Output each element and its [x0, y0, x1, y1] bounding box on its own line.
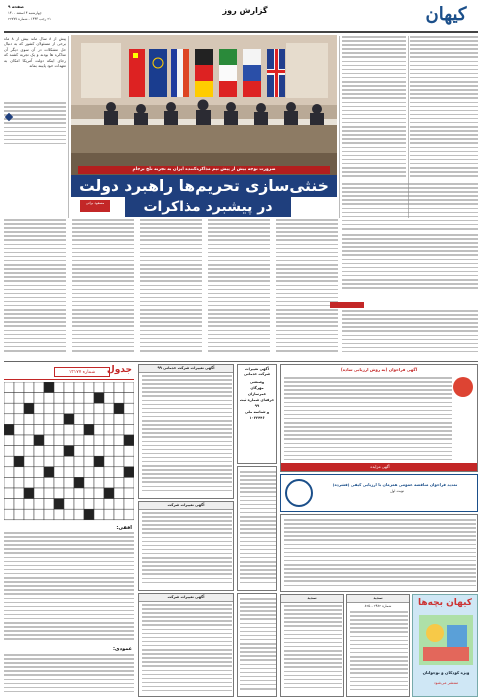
crossword-cell [44, 393, 54, 404]
crossword-cell [84, 435, 94, 446]
ad-tender-footer: آگهی مزایده [281, 463, 478, 471]
ad-renewal [280, 474, 478, 512]
crossword-cell [104, 403, 114, 414]
crossword-cell [74, 446, 84, 457]
crossword-cell [114, 509, 124, 520]
crossword-cell [34, 509, 44, 520]
crossword-cell [94, 467, 104, 478]
crossword-cell [14, 414, 24, 425]
ad-side-line-2: مهرگان [250, 386, 264, 390]
ad-table-body [284, 519, 476, 591]
crossword-cell [94, 477, 104, 488]
mid-col-b [72, 219, 134, 359]
crossword-cell [54, 424, 64, 435]
ad-tender-body [284, 377, 452, 469]
crossword-cell [124, 456, 134, 467]
crossword-cell [114, 456, 124, 467]
ad-lower-mid [346, 594, 410, 697]
ad-side-2-body [240, 471, 276, 589]
crossword-cell [24, 467, 34, 478]
crossword-cell [104, 488, 114, 499]
crossword-cell [14, 382, 24, 393]
byline-badge: مسعود براتی [80, 200, 110, 212]
crossword-cell [14, 446, 24, 457]
col-rule-2 [339, 36, 340, 218]
crossword-cell [114, 499, 124, 510]
mid-col-g [342, 310, 478, 356]
crossword-cell [64, 499, 74, 510]
crossword-cell [24, 382, 34, 393]
ad-tender-logo-icon [453, 377, 473, 397]
crossword-cell [114, 488, 124, 499]
crossword-cell [84, 499, 94, 510]
crossword-cell [84, 414, 94, 425]
crossword-cell [24, 456, 34, 467]
crossword-cell [4, 467, 14, 478]
ad-side-line-3: عمرسازان [247, 392, 267, 396]
crossword-cell [64, 446, 74, 457]
ad-renewal-logo-icon [285, 479, 313, 507]
ad-lower-left-title: تمدید [281, 595, 343, 603]
crossword-cell [114, 414, 124, 425]
ad-side-line-4: حرفه‌ای شماره ثبت ۹۹ [239, 398, 275, 408]
mid-col-e [276, 219, 338, 359]
lead-headline-line1: خنثی‌سازی تحریم‌ها راهبرد دولت [71, 175, 337, 197]
crossword-cell [74, 477, 84, 488]
ad-tender [280, 364, 478, 472]
ad-side-title: آگهی تغییرات شرکت خدماتی [243, 367, 271, 376]
crossword-cell [4, 435, 14, 446]
crossword-cell [44, 488, 54, 499]
crossword-cell [24, 435, 34, 446]
crossword-cell [114, 382, 124, 393]
crossword-cell [44, 435, 54, 446]
ad-lower-left-body [284, 605, 342, 695]
crossword-cell [124, 414, 134, 425]
ad-notice-1-title: آگهی تغییرات شرکت خدماتی ۹۹ [139, 365, 233, 373]
crossword-cell [74, 435, 84, 446]
promo-illustration [419, 615, 473, 665]
ad-notice-1 [138, 364, 234, 499]
crossword-cell [54, 382, 64, 393]
crossword-cell [44, 424, 54, 435]
crossword-cell [84, 467, 94, 478]
section-title: گزارش روز [222, 6, 268, 15]
crossword-cell [64, 467, 74, 478]
crossword-cell [104, 509, 114, 520]
crossword-cell [84, 446, 94, 457]
crossword-cell [44, 382, 54, 393]
crossword-cell [124, 467, 134, 478]
ad-lower-left [280, 594, 344, 697]
crossword-cell [124, 424, 134, 435]
section-divider [4, 361, 478, 362]
crossword-cell [54, 488, 64, 499]
masthead-divider [4, 31, 478, 33]
ad-side-3-body [240, 598, 276, 696]
crossword-cell [64, 424, 74, 435]
crossword-cell [64, 393, 74, 404]
crossword-cell [54, 414, 64, 425]
logo-text: کیهان [425, 4, 467, 25]
ad-lower-mid-title: تمدید [347, 595, 409, 603]
crossword-cell [94, 393, 104, 404]
crossword-cell [124, 509, 134, 520]
crossword-cell [74, 488, 84, 499]
crossword-cell [14, 488, 24, 499]
crossword-cell [4, 446, 14, 457]
crossword-cell [84, 456, 94, 467]
crossword-cell [24, 499, 34, 510]
promo-caption: منتشر می‌شود [433, 680, 459, 685]
crossword-cell [94, 488, 104, 499]
crossword-cell [54, 499, 64, 510]
crossword-cell [104, 499, 114, 510]
crossword-cell [34, 414, 44, 425]
crossword-cell [34, 393, 44, 404]
crossword-cell [14, 403, 24, 414]
crossword-cell [94, 435, 104, 446]
crossword-cell [124, 477, 134, 488]
ad-notice-1-body [142, 375, 232, 497]
crossword-cell [54, 456, 64, 467]
crossword-cell [4, 499, 14, 510]
ad-notice-2-body [142, 512, 232, 590]
ad-notice-3-body [142, 604, 232, 696]
crossword-cell [104, 414, 114, 425]
crossword-cell [54, 446, 64, 457]
mid-col-d [208, 219, 270, 359]
crossword-cell [64, 435, 74, 446]
crossword-cell [104, 382, 114, 393]
crossword-cell [24, 446, 34, 457]
crossword-cell [64, 477, 74, 488]
crossword-cell [64, 403, 74, 414]
promo-subtitle: ویژه کودکان و نوجوانان [422, 670, 470, 675]
left-intro-text: پیش از ۸ سال ماند بیش از ۸ ماه برخی از مسئولان کشور که به دنبال حل مشکلات در آن سوی دیگر آن مذاکره ها بودند و یک تجربه کشند که رجای اینکه دولت آمریکا امکان به تعهدات خود پایبند بماند [4, 36, 66, 69]
crossword-cell [74, 467, 84, 478]
crossword-cell [14, 435, 24, 446]
crossword-cell [104, 435, 114, 446]
crossword-cell [54, 467, 64, 478]
ad-renewal-subtitle: نوبت اول [390, 489, 404, 493]
crossword-cell [84, 403, 94, 414]
crossword-cell [74, 499, 84, 510]
ad-side-3 [237, 593, 277, 697]
crossword-cell [4, 382, 14, 393]
crossword-cell [24, 424, 34, 435]
crossword-cell [14, 424, 24, 435]
ad-renewal-title: تمدید فراخوان مناقصه عمومی همزمان با ارزیابی کیفی (فشرده) [332, 482, 458, 487]
crossword-cell [94, 509, 104, 520]
crossword-cell [94, 446, 104, 457]
crossword [4, 364, 134, 699]
crossword-cell [4, 403, 14, 414]
crossword-cell [104, 456, 114, 467]
crossword-cell [4, 456, 14, 467]
crossword-cell [34, 435, 44, 446]
crossword-title: جدول [106, 365, 132, 375]
crossword-cell [34, 488, 44, 499]
crossword-cell [124, 403, 134, 414]
crossword-cell [24, 403, 34, 414]
crossword-cell [14, 499, 24, 510]
crossword-cell [4, 477, 14, 488]
crossword-cell [34, 382, 44, 393]
crossword-cell [34, 424, 44, 435]
promo-title: کیهان بچه‌ها [418, 598, 472, 608]
right-lower-text [342, 183, 478, 231]
crossword-cell [34, 403, 44, 414]
mid-red-label [330, 302, 364, 308]
crossword-cell [4, 424, 14, 435]
ad-table [280, 514, 478, 592]
crossword-cell [84, 488, 94, 499]
date-line-2: ۲۱ رجب ۱۴۴۳ - شماره ۲۲۷۷۷ [8, 17, 51, 21]
crossword-cell [24, 509, 34, 520]
ad-side-line-1: وصنعتی [249, 380, 265, 384]
crossword-grid [4, 382, 134, 522]
right-column-1 [342, 36, 406, 181]
left-intro [4, 36, 66, 150]
crossword-cell [44, 403, 54, 414]
crossword-cell [44, 456, 54, 467]
crossword-cell [44, 467, 54, 478]
crossword-cell [84, 393, 94, 404]
mid-col-f [342, 234, 478, 294]
crossword-cell [14, 467, 24, 478]
crossword-cell [124, 435, 134, 446]
crossword-cell [124, 382, 134, 393]
crossword-cell [14, 477, 24, 488]
crossword-cell [44, 477, 54, 488]
crossword-cell [84, 477, 94, 488]
crossword-across-label: افقی: [116, 525, 132, 531]
date-line: چهارشنبه ۴ اسفند ۱۴۰۰ [8, 11, 42, 15]
crossword-cell [24, 393, 34, 404]
left-intro-body [4, 102, 66, 148]
crossword-cell [34, 477, 44, 488]
crossword-cell [64, 414, 74, 425]
crossword-cell [34, 499, 44, 510]
crossword-cell [54, 393, 64, 404]
crossword-cell [114, 467, 124, 478]
crossword-cell [94, 456, 104, 467]
crossword-cell [114, 424, 124, 435]
crossword-down-clues [4, 654, 134, 698]
promo-graphic [419, 615, 473, 665]
crossword-cell [74, 393, 84, 404]
ad-notice-3-title: آگهی تغییرات شرکت [139, 594, 233, 602]
crossword-cell [114, 393, 124, 404]
lead-headline-line2: در پیشبرد مذاکرات [125, 197, 291, 217]
crossword-cell [34, 456, 44, 467]
crossword-cell [64, 382, 74, 393]
mid-col-c [140, 219, 202, 359]
crossword-cell [74, 424, 84, 435]
crossword-cell [94, 424, 104, 435]
crossword-cell [14, 393, 24, 404]
crossword-cell [114, 435, 124, 446]
crossword-cell [54, 477, 64, 488]
crossword-cell [4, 393, 14, 404]
crossword-cell [64, 488, 74, 499]
masthead [0, 0, 482, 34]
crossword-cell [124, 446, 134, 457]
crossword-cell [14, 509, 24, 520]
crossword-cell [4, 488, 14, 499]
crossword-cell [84, 382, 94, 393]
ad-side-line-5: و شناسه ملی [244, 410, 270, 414]
crossword-cell [104, 424, 114, 435]
crossword-cell [114, 446, 124, 457]
crossword-cell [64, 456, 74, 467]
crossword-cell [84, 509, 94, 520]
crossword-cell [94, 499, 104, 510]
ad-tender-subtitle: آگهی فراخوان (به روش ارزیابی ساده) [340, 367, 418, 372]
crossword-cell [54, 509, 64, 520]
crossword-cell [114, 403, 124, 414]
crossword-cell [114, 477, 124, 488]
crossword-cell [94, 414, 104, 425]
crossword-cell [94, 382, 104, 393]
crossword-cell [124, 488, 134, 499]
crossword-cell [14, 456, 24, 467]
logo [415, 2, 477, 30]
ad-notice-2-title: آگهی تغییرات شرکت [139, 502, 233, 510]
crossword-cell [124, 499, 134, 510]
mid-col-a [4, 219, 66, 359]
crossword-cell [44, 499, 54, 510]
crossword-cell [54, 435, 64, 446]
crossword-cell [24, 414, 34, 425]
page-label: صفحه ۹ [8, 4, 24, 9]
crossword-cell [24, 477, 34, 488]
crossword-cell [4, 509, 14, 520]
crossword-across-clues [4, 532, 134, 644]
crossword-cell [34, 467, 44, 478]
ad-lower-mid-line: شماره ۸۲۵۰۰۲۴۸۲ [364, 604, 392, 608]
crossword-cell [74, 456, 84, 467]
crossword-down-label: عمودی: [112, 646, 132, 652]
ad-lower-mid-body [350, 611, 408, 695]
ad-notice-2 [138, 501, 234, 591]
crossword-cell [74, 403, 84, 414]
crossword-cell [24, 488, 34, 499]
crossword-cell [44, 509, 54, 520]
promo-box [412, 594, 478, 697]
crossword-cell [74, 382, 84, 393]
right-column-2 [410, 36, 478, 181]
col-rule-1 [68, 36, 69, 218]
ad-side-line-6: ۱۰۳۲۴۴۶ [249, 416, 265, 420]
crossword-cell [94, 403, 104, 414]
crossword-cell [104, 393, 114, 404]
ad-side [237, 364, 277, 464]
crossword-title-bar [4, 364, 134, 380]
crossword-cell [74, 414, 84, 425]
crossword-cell [44, 414, 54, 425]
crossword-cell [124, 393, 134, 404]
crossword-cell [64, 509, 74, 520]
crossword-cell [4, 414, 14, 425]
crossword-cell [34, 446, 44, 457]
ad-notice-3 [138, 593, 234, 697]
crossword-cell [104, 446, 114, 457]
crossword-cell [84, 424, 94, 435]
lead-kicker: ضرورت توجه بیش از پیش تیم مذاکره‌کننده ایران به تجربه تلخ برجام [78, 166, 330, 174]
crossword-cell [44, 446, 54, 457]
crossword-number: شماره ۱۲۱۷۷ [54, 367, 110, 377]
crossword-cell [104, 467, 114, 478]
ad-side-2 [237, 466, 277, 591]
crossword-cell [54, 403, 64, 414]
crossword-cell [104, 477, 114, 488]
crossword-cell [74, 509, 84, 520]
